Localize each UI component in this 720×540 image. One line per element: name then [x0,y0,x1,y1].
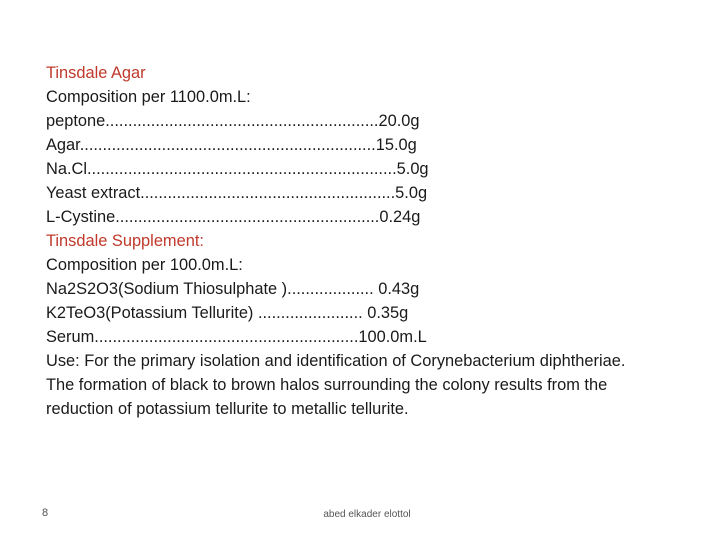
section-1-title: Tinsdale Agar [46,64,146,82]
description-text: The formation of black to brown halos surrounding the colony results from the reduction of potassium tellurite to metallic tellurite. [46,376,608,418]
section-2-title: Tinsdale Supplement: [46,232,204,250]
use-text: Use: For the primary isolation and identification of Corynebacterium diphtheriae. [46,352,626,370]
ingredient-line: Agar.................................................................15.0g [46,136,417,154]
page-number: 8 [42,507,49,519]
supplement-line: Serum..........................................................100.0m.L [46,328,427,346]
slide-body [46,61,676,421]
section-1-composition: Composition per 1100.0m.L: [46,88,251,106]
supplement-line: K2TeO3(Potassium Tellurite) ....................... 0.35g [46,304,409,322]
ingredient-line: L-Cystine..........................................................0.24g [46,208,421,226]
supplement-line: Na2S2O3(Sodium Thiosulphate )................... 0.43g [46,280,420,298]
section-2-composition: Composition per 100.0m.L: [46,256,243,274]
ingredient-line: peptone............................................................20.0g [46,112,420,130]
ingredient-line: Yeast extract........................................................5.0g [46,184,428,202]
footer-author: abed elkader elottol [323,509,411,520]
ingredient-line: Na.Cl....................................................................5.0g [46,160,429,178]
